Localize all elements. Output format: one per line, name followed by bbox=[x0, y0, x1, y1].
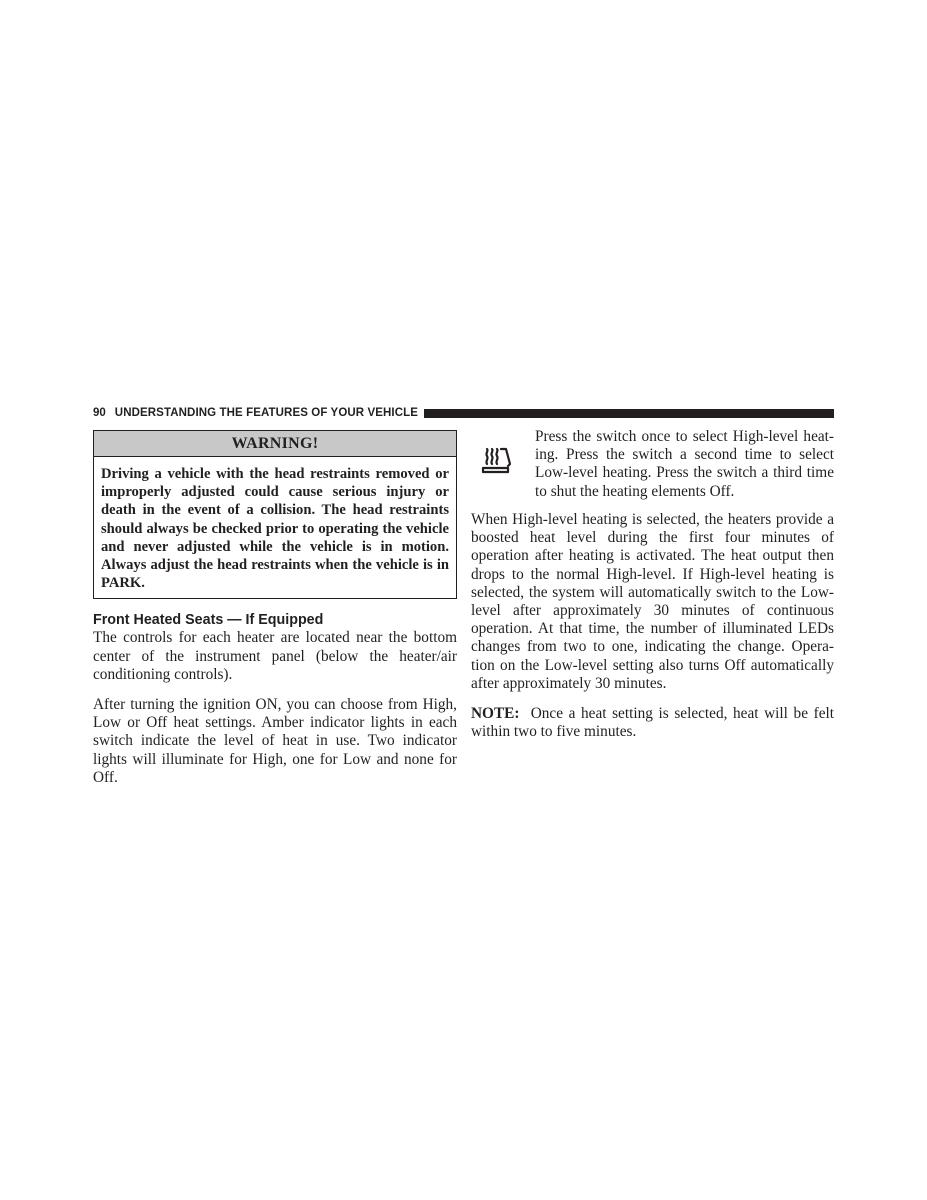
page-header bbox=[93, 405, 834, 421]
warning-text: Driving a vehicle with the head restraints removed or improperly adjusted could cause serious injury or death in the event of a collision. The head restraints should always be checked prior to operating the vehicle and never adjusted while the vehicle is in motion. Always adjust the head restraints when the vehicle is in PARK. bbox=[101, 466, 449, 592]
header-rule bbox=[424, 409, 834, 418]
heated-seats-paragraph-2: After turning the ignition ON, you can choose from High, Low or Off heat settings. Amber indicator lights in each switch indicate the level of heat in use. Two indicator lights will illuminate for High, one for Low and none for Off. bbox=[93, 696, 457, 786]
heated-seats-heading: Front Heated Seats — If Equipped bbox=[93, 612, 324, 629]
note-label: NOTE: bbox=[471, 705, 520, 723]
warning-title: WARNING! bbox=[94, 431, 456, 457]
heated-seat-icon bbox=[471, 428, 535, 501]
warning-box bbox=[93, 430, 457, 599]
note-paragraph bbox=[471, 705, 834, 741]
heated-seat-icon-graphic bbox=[479, 446, 513, 478]
left-column bbox=[93, 430, 457, 787]
switch-instructions bbox=[471, 428, 834, 501]
section-title: UNDERSTANDING THE FEATURES OF YOUR VEHICLE bbox=[114, 407, 419, 419]
switch-text: Press the switch once to select High-level heat-ing. Press the switch a second time to select Low-level heating. Press the switch a third time to shut the heating elements Off. bbox=[535, 428, 834, 500]
right-column bbox=[471, 428, 834, 741]
heated-seats-paragraph-1: The controls for each heater are located near the bottom center of the instrument panel (below the heater/air conditioning controls). bbox=[93, 629, 457, 683]
page-number: 90 bbox=[93, 407, 106, 419]
note-text: Once a heat setting is selected, heat will be felt within two to five minutes. bbox=[471, 705, 834, 741]
high-level-paragraph: When High-level heating is selected, the heaters provide a boosted heat level during the first four minutes of operation after heating is activated. The heat output then drops to the normal High-level. If High-level heating is selected, the system will automatically switch to the Low-level after approximately 30 minutes of continuous operation. At that time, the number of illuminated LEDs changes from two to one, indicating the change. Opera-tion on the Low-level setting also turns Off automatically after approximately 30 minutes. bbox=[471, 511, 834, 692]
